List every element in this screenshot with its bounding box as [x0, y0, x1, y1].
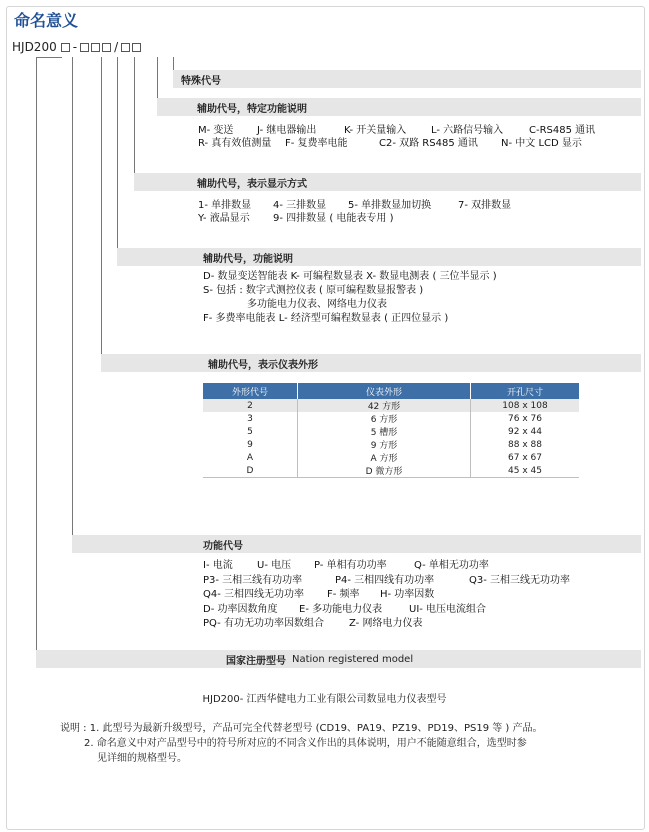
note-line: 2. 命名意义中对产品型号中的符号所对应的不同含义作出的具体说明，用户不能随意组合，选型时参	[84, 738, 527, 749]
code-box-aux2	[102, 43, 111, 52]
connector-aux2	[134, 57, 135, 182]
func-item: PQ- 有功无功功率因数组合	[203, 618, 324, 629]
band-func-label: 功能代号	[203, 540, 243, 552]
band-aux3-label: 辅助代号，功能说明	[203, 253, 293, 265]
cell: 45 x 45	[471, 464, 580, 478]
code-box-aux3	[91, 43, 100, 52]
cell: 5	[203, 425, 298, 438]
func-item: H- 功率因数	[380, 589, 435, 600]
func-item: F- 频率	[327, 589, 360, 600]
cell: 9 方形	[298, 438, 471, 451]
aux1-desc	[198, 124, 595, 150]
band-special-label: 特殊代号	[181, 75, 221, 87]
func-item: P- 单相有功功率	[314, 560, 387, 571]
aux2-item: 7- 双排数显	[458, 200, 512, 211]
connector-aux4	[101, 57, 102, 363]
table-row	[203, 425, 579, 438]
cell: 2	[203, 399, 298, 412]
code-box-special	[132, 43, 141, 52]
aux1-item: F- 复费率电能	[285, 138, 348, 149]
band-national-label: 国家注册型号	[226, 655, 286, 667]
band-aux2	[134, 173, 641, 191]
cell: A 方形	[298, 451, 471, 464]
note-line: 见详细的规格型号。	[97, 753, 187, 764]
aux2-item: 1- 单排数显	[198, 200, 252, 211]
func-item: Q4- 三相四线无功功率	[203, 589, 305, 600]
band-national	[36, 650, 641, 668]
cell: 42 方形	[298, 399, 471, 412]
aux2-desc	[198, 199, 511, 225]
model-slash: /	[114, 40, 119, 54]
aux2-item: 5- 单排数显加切换	[348, 200, 432, 211]
func-item: Q- 单相无功功率	[414, 560, 489, 571]
cell: 6 方形	[298, 412, 471, 425]
notes	[60, 721, 543, 766]
code-box-aux1	[121, 43, 130, 52]
table-row	[203, 438, 579, 451]
aux2-item: Y- 液晶显示	[198, 213, 250, 224]
aux1-item: C-RS485 通讯	[529, 125, 596, 136]
func-desc	[203, 559, 570, 632]
connector-func	[72, 57, 73, 544]
col-meter-shape: 仪表外形	[298, 383, 471, 399]
col-cutout-size: 开孔尺寸	[471, 383, 580, 399]
band-aux3	[117, 248, 641, 266]
cell: 3	[203, 412, 298, 425]
aux1-item: N- 中文 LCD 显示	[501, 138, 582, 149]
func-item: E- 多功能电力仪表	[299, 603, 383, 615]
note-line: 说明 : 1. 此型号为最新升级型号，产品可完全代替老型号 (CD19、PA19、PZ19、PD19、PS19 等 ) 产品。	[60, 723, 543, 734]
base-underline	[36, 57, 62, 58]
band-special	[173, 70, 641, 88]
aux1-item: J- 继电器输出	[257, 125, 317, 136]
cell: 108 x 108	[471, 399, 580, 412]
cell: 76 x 76	[508, 413, 542, 424]
band-aux1-label: 辅助代号，特定功能说明	[197, 103, 307, 115]
model-base: HJD200	[12, 40, 57, 54]
cell: D 微方形	[298, 464, 471, 478]
table-row	[203, 412, 579, 425]
cell: D	[203, 464, 298, 478]
code-box-aux4	[80, 43, 89, 52]
band-national-en: Nation registered model	[292, 653, 414, 665]
cell: 5 槽形	[298, 425, 471, 438]
func-item: Q3- 三相三线无功功率	[469, 574, 571, 586]
shape-spec-table	[203, 383, 579, 478]
aux1-item: K- 开关量输入	[344, 125, 407, 136]
aux3-line: D- 数显变送智能表 K- 可编程数显表 X- 数显电测表 ( 三位半显示 )	[203, 271, 497, 282]
aux3-line: F- 多费率电能表 L- 经济型可编程数显表 ( 正四位显示 )	[203, 313, 449, 324]
connector-national	[36, 57, 37, 659]
model-code	[12, 38, 142, 56]
connector-aux3	[117, 57, 118, 257]
func-item: UI- 电压电流组合	[409, 603, 487, 615]
cell: A	[203, 451, 298, 464]
aux2-item: 9- 四排数显 ( 电能表专用 )	[273, 213, 394, 224]
cell: 88 x 88	[508, 439, 542, 450]
aux1-item: C2- 双路 RS485 通讯	[379, 138, 478, 149]
band-aux2-label: 辅助代号，表示显示方式	[197, 178, 307, 190]
col-shape-code: 外形代号	[203, 383, 298, 399]
func-item: P4- 三相四线有功功率	[335, 574, 435, 586]
company-model-line: HJD200- 江西华健电力工业有限公司数显电力仪表型号	[202, 694, 447, 705]
func-item: Z- 网络电力仪表	[349, 618, 423, 629]
table-row	[203, 451, 579, 464]
band-func	[72, 535, 641, 553]
model-dash: -	[72, 40, 78, 54]
cell: 67 x 67	[508, 452, 542, 463]
table-row	[203, 399, 579, 412]
aux3-desc	[203, 270, 497, 326]
band-aux1	[157, 98, 641, 116]
func-item: D- 功率因数角度	[203, 603, 278, 615]
aux1-item: R- 真有效值测量	[198, 138, 272, 149]
code-box-func	[61, 43, 70, 52]
aux3-line: 多功能电力仪表、网络电力仪表	[247, 299, 387, 310]
table-header-row	[203, 383, 579, 399]
cell: 9	[203, 438, 298, 451]
func-item: P3- 三相三线有功功率	[203, 574, 303, 586]
aux3-line: S- 包括 : 数字式测控仪表 ( 原可编程数显报警表 )	[203, 285, 424, 296]
aux1-item: M- 变送	[198, 125, 234, 136]
func-item: I- 电流	[203, 560, 233, 571]
page-title: 命名意义	[14, 11, 79, 30]
func-item: U- 电压	[257, 560, 292, 571]
band-aux4	[101, 354, 641, 372]
table-row	[203, 464, 579, 478]
cell: 92 x 44	[508, 426, 542, 437]
aux2-item: 4- 三排数显	[273, 200, 327, 211]
band-aux4-label: 辅助代号，表示仪表外形	[208, 359, 318, 371]
aux1-item: L- 六路信号输入	[431, 125, 504, 136]
